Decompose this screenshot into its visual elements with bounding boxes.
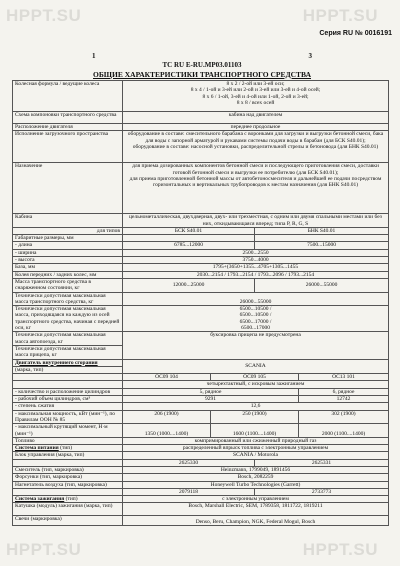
watermark-bottom-left: HPPT.SU [6, 540, 82, 559]
spec-table [12, 80, 389, 526]
cargo-space-value: оборудование в составе: смесительного барабана с воронками для загрузки и выгрузки бетонной смеси, бака для воды с запорной арматурой и рукавами системы подачи воды в барабан (для БСК S40.01); оборудование в составе: насосной установки, распределительной стрелы и бетоновода (для БНК S40.01) [123, 131, 389, 163]
width-label: - ширина [13, 249, 123, 256]
watermark-bottom-right: HPPT.SU [302, 540, 378, 559]
cab-label: Кабина [13, 214, 123, 228]
page-number-right: 3 [308, 52, 312, 60]
wheel-formula-value: 8 х 2 / 2-ой или 3-ей оси; 8 х 4 / 1-ой и 3-ей или 2-ой и 3-ей или 3-ей и 4-ой осей; 8 х 6 / 1-ой, 3-ей и 4-ой или 1-ой, 2-ой и 3-ей; 8 х 8 / всех осей [123, 81, 389, 112]
type-bnk: БНК S40.01 [255, 227, 389, 234]
fuel-label: Топливо [13, 437, 123, 444]
turbo-label: Нагнетатель воздуха (тип, маркировка) [13, 481, 123, 488]
cargo-space-label: Исполнение загрузочного пространства [13, 131, 123, 163]
injector-label: Форсунки (тип, маркировка) [13, 474, 123, 481]
cylinders-label: - количество и расположение цилиндров [13, 388, 123, 395]
cylinders-a: 5, рядное [123, 388, 299, 395]
axle-mass-label: Технически допустимая максимальная масса, приходящаяся на каждую из осей транспортного средства, начиная с передней оси, кг [13, 306, 123, 332]
engine-brand-label: (марка, тип) [13, 366, 123, 373]
mixer-label: Смеситель (тип, маркировка) [13, 466, 123, 473]
curb-mass-bsk: 12000...25000 [123, 278, 255, 292]
engine-type-3: OC13 101 [299, 374, 389, 381]
torque-label: - максимальный крутящий момент, Н·м (мин⁻¹) [13, 424, 123, 438]
turbo-value-2: 2733773 [255, 488, 389, 495]
volume-a: 9291 [123, 396, 299, 403]
train-mass-label: Технически допустимая максимальная масса автопоезда, кг [13, 332, 123, 346]
engine-label: Двигатель внутреннего сгорания [13, 359, 123, 366]
ignition-value: с электронным управлением [123, 496, 389, 503]
trailer-mass-label: Технически допустимая максимальная масса прицепа, кг [13, 345, 123, 359]
power-1: 206 (1900) [123, 410, 211, 424]
page-number-left: 1 [92, 52, 96, 60]
type-bsk: БСК S40.01 [123, 227, 255, 234]
fuel-value: компримированный или сжиженный природный газ [123, 437, 389, 444]
compression-label: - степень сжатия [13, 403, 123, 410]
power-3: 302 (1900) [299, 410, 389, 424]
layout-value: кабина над двигателем [123, 112, 389, 124]
engine-position-value: переднее продольное [123, 124, 389, 131]
ignition-label-suffix: (тип) [65, 496, 78, 503]
engine-position-label: Расположение двигателя [13, 124, 123, 131]
curb-mass-label: Масса транспортного средства в снаряженном состоянии, кг [13, 278, 123, 292]
layout-label: Схема компоновки транспортного средства [13, 112, 123, 124]
ecu-value-2: 2625331 [255, 459, 389, 466]
turbo-value-1: 2079118 [123, 488, 255, 495]
coil-value: Bosch, Marshall Electric, SEM, 1789358, 1811722, 1819211 [123, 503, 389, 516]
compression-value: 12,6 [123, 403, 389, 410]
ecu-label: Блок управления (марка, тип) [13, 452, 123, 459]
turbo-brand: Honeywell Turbo Technologies (Garrett) [123, 481, 389, 488]
ignition-label: Система зажигания [15, 496, 65, 503]
wheelbase-label: База, мм [13, 264, 123, 271]
height-label: - высота [13, 257, 123, 264]
length-label: - длина [13, 242, 123, 249]
max-mass-value: 26000...55000 [123, 292, 389, 306]
volume-label: - рабочий объем цилиндров, см³ [13, 396, 123, 403]
cab-value: цельнометаллическая, двухдверная, двух- или трехместная, с одним или двумя спальными местами или без них, откидывающаяся вперед; типа P, R, G, S [123, 214, 389, 228]
plug-label: Свечи (маркировка) [13, 516, 123, 526]
length-bsk: 6785...12000 [123, 242, 255, 249]
width-value: 2500...2550 [123, 249, 389, 256]
wheelbase-value: 1795+(3650+1355...4705+1305...1455 [123, 264, 389, 271]
power-system-label-cell [13, 445, 123, 452]
track-label: Колея передних / задних колес, мм [13, 271, 123, 278]
axle-mass-value: 6500...10500 / 6500...10500 / 6500...17000 / 6500...17000 [123, 306, 389, 332]
engine-type-desc: четырехтактный, с искровым зажиганием [123, 381, 389, 388]
coil-label: Катушка (модуль) зажигания (марка, тип) [13, 503, 123, 516]
power-label: - максимальная мощность, кВт (мин⁻¹), по Правилам ООН № 85 [13, 410, 123, 424]
type-label: для типов [13, 227, 123, 234]
curb-mass-bnk: 26000...55000 [255, 278, 389, 292]
ecu-brand: SCANIA / Motorola [123, 452, 389, 459]
engine-type-1: OC09 104 [123, 374, 211, 381]
engine-brand: SCANIA [123, 359, 389, 374]
injector-value: Bosch, 2082259 [123, 474, 389, 481]
train-mass-value: буксировка прицепа не предусмотрена [123, 332, 389, 359]
wheel-formula-label: Колесная формула / ведущие колеса [13, 81, 123, 112]
watermark-top-right: HPPT.SU [302, 6, 378, 25]
dimensions-label: Габаритные размеры, мм [13, 235, 123, 242]
ignition-label-cell [13, 496, 123, 503]
engine-type-2: OC09 105 [211, 374, 299, 381]
purpose-label: Назначение [13, 163, 123, 214]
mixer-value: Heinzmann, 1799049, 1891456 [123, 466, 389, 473]
max-mass-label: Технически допустимая максимальная масса транспортного средства, кг [13, 292, 123, 306]
ecu-value-1: 2625330 [123, 459, 255, 466]
purpose-value: для приема дозированных компонентов бетонной смеси и последующего приготовления смеси, доставки готовой бетонной смеси и выгрузки ее потребителю (для БСК S40.01); для приема приготовленной бетонной массы от автобетоносмесителя и дальнейшей ее подачи посредством горизонтальных и вертикальных трубопроводов к местам назначения (для БНК S40.01) [123, 163, 389, 214]
cylinders-b: 6, рядное [299, 388, 389, 395]
page-title: ОБЩИЕ ХАРАКТЕРИСТИКИ ТРАНСПОРТНОГО СРЕДСТВА [93, 70, 311, 79]
length-bnk: 7500...15000 [255, 242, 389, 249]
document-number: ТС RU E-RU.MP03.01103 [162, 61, 242, 69]
volume-b: 12742 [299, 396, 389, 403]
height-value: 3750...4000 [123, 257, 389, 264]
torque-1: 1350 (1000....1400) [123, 424, 211, 438]
serial-number: Серия RU № 0016191 [319, 30, 392, 37]
plug-value: Denso, Beru, Champion, NGK, Federal Mogul, Bosch [123, 516, 389, 526]
track-value: 2030...2154 / 1793...2154 / 1793...2096 / 1793...2154 [123, 271, 389, 278]
torque-2: 1600 (1100....1400) [211, 424, 299, 438]
power-system-label-suffix: (тип) [60, 445, 73, 452]
power-system-value: распределенный впрыск топлива с электронным управлением [123, 445, 389, 452]
power-system-label: Система питания [15, 445, 59, 452]
watermark-top-left: HPPT.SU [6, 6, 82, 25]
torque-3: 2000 (1100....1400) [299, 424, 389, 438]
power-2: 250 (1900) [211, 410, 299, 424]
